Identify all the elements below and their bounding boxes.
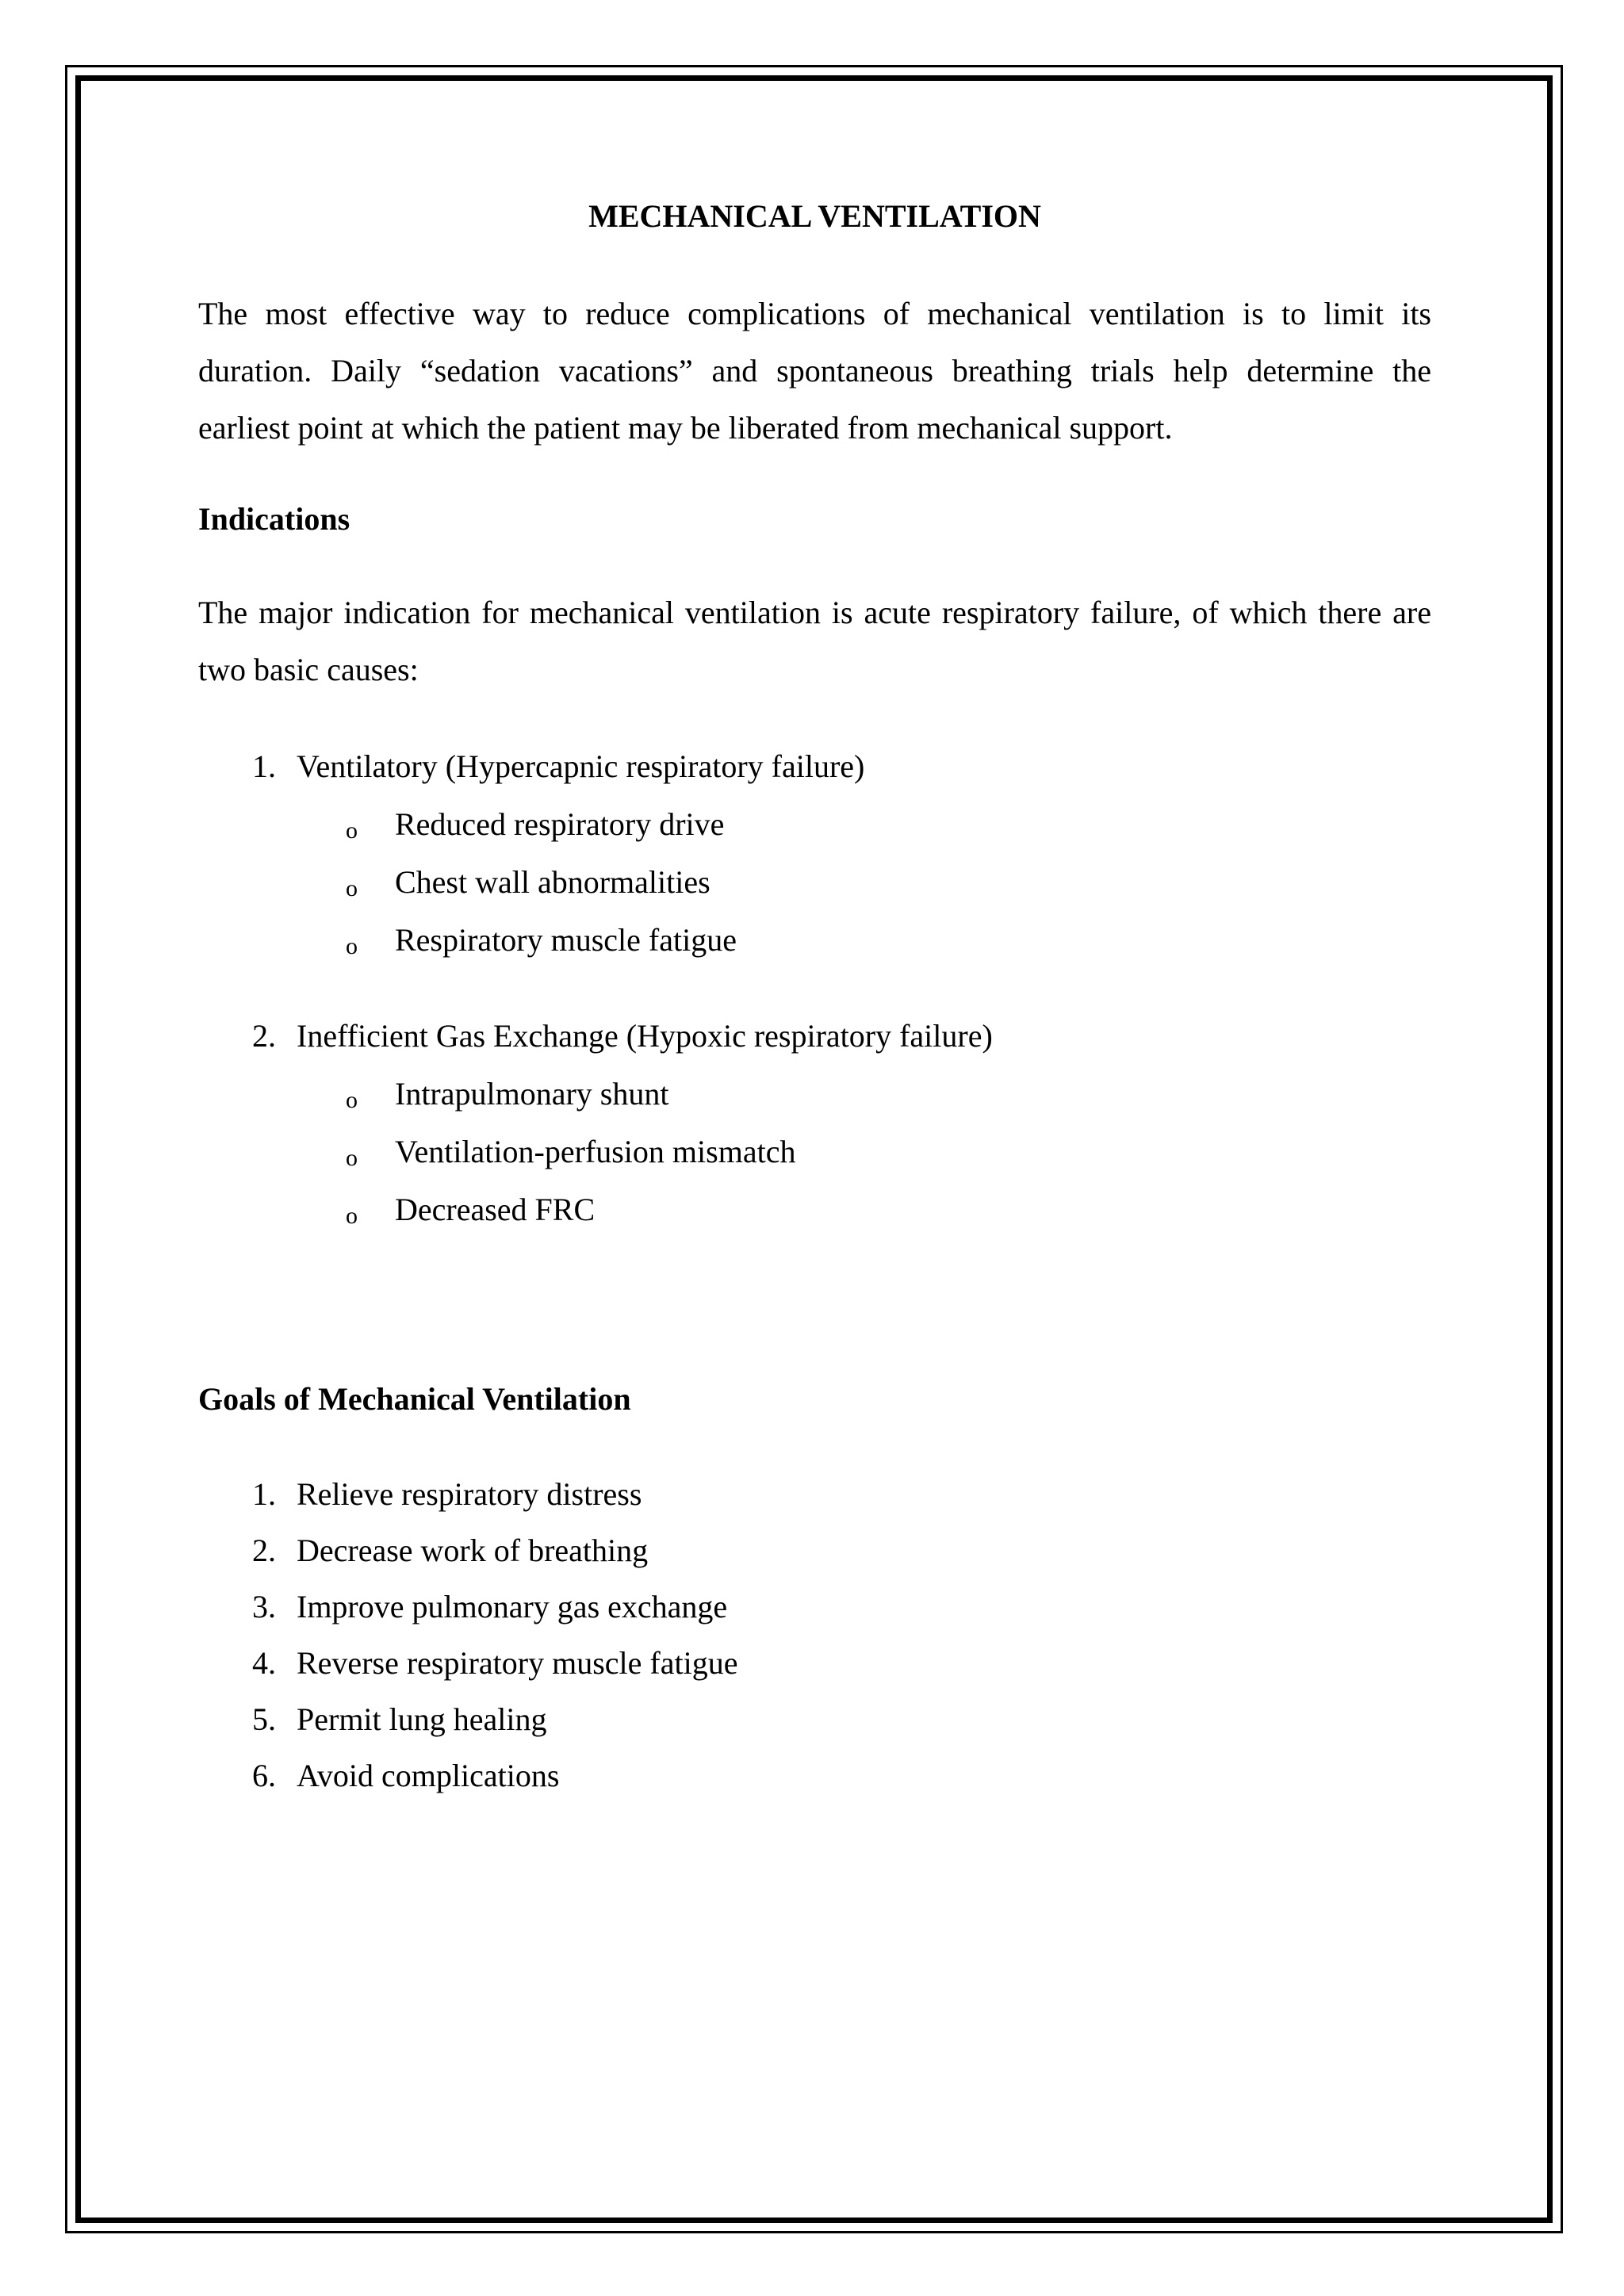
intro-line-1: The most effective way to reduce complications of mechanical ventilation is to limit its xyxy=(198,296,1431,331)
subitem-label: Intrapulmonary shunt xyxy=(395,1076,669,1112)
hollow-bullet-icon: o xyxy=(346,875,358,901)
hollow-bullet-icon: o xyxy=(346,933,358,959)
goal-number: 2. xyxy=(252,1533,276,1568)
goal-label: Permit lung healing xyxy=(297,1701,547,1737)
goal-number: 5. xyxy=(252,1701,276,1737)
intro-line-3: earliest point at which the patient may be liberated from mechanical support. xyxy=(198,410,1173,446)
hollow-bullet-icon: o xyxy=(346,817,358,844)
subitem-label: Reduced respiratory drive xyxy=(395,806,725,842)
indications-heading: Indications xyxy=(198,501,350,537)
subitem-label: Respiratory muscle fatigue xyxy=(395,922,737,958)
cause-label: Inefficient Gas Exchange (Hypoxic respiratory failure) xyxy=(297,1018,993,1054)
hollow-bullet-icon: o xyxy=(346,1203,358,1229)
cause-label: Ventilatory (Hypercapnic respiratory failure) xyxy=(297,748,865,784)
goal-label: Reverse respiratory muscle fatigue xyxy=(297,1645,738,1681)
subitem-label: Chest wall abnormalities xyxy=(395,864,710,900)
goal-number: 4. xyxy=(252,1645,276,1681)
subitem-label: Decreased FRC xyxy=(395,1192,596,1227)
subitem-label: Ventilation-perfusion mismatch xyxy=(395,1134,796,1169)
hollow-bullet-icon: o xyxy=(346,1087,358,1113)
cause-number: 1. xyxy=(252,748,276,784)
goal-label: Avoid complications xyxy=(297,1758,560,1793)
hollow-bullet-icon: o xyxy=(346,1145,358,1171)
goals-heading: Goals of Mechanical Ventilation xyxy=(198,1381,631,1417)
intro-paragraph xyxy=(198,285,1431,457)
cause-number: 2. xyxy=(252,1018,276,1054)
intro-line-2: duration. Daily “sedation vacations” and spontaneous breathing trials help determine the xyxy=(198,353,1431,388)
goal-label: Decrease work of breathing xyxy=(297,1533,649,1568)
indications-line-2: two basic causes: xyxy=(198,652,419,687)
goal-label: Relieve respiratory distress xyxy=(297,1476,642,1512)
indications-paragraph xyxy=(198,584,1431,698)
goal-label: Improve pulmonary gas exchange xyxy=(297,1589,728,1624)
goal-number: 6. xyxy=(252,1758,276,1793)
goal-number: 3. xyxy=(252,1589,276,1624)
document-title: MECHANICAL VENTILATION xyxy=(588,198,1041,234)
goal-number: 1. xyxy=(252,1476,276,1512)
indications-line-1: The major indication for mechanical ventilation is acute respiratory failure, of which there are xyxy=(198,595,1431,630)
